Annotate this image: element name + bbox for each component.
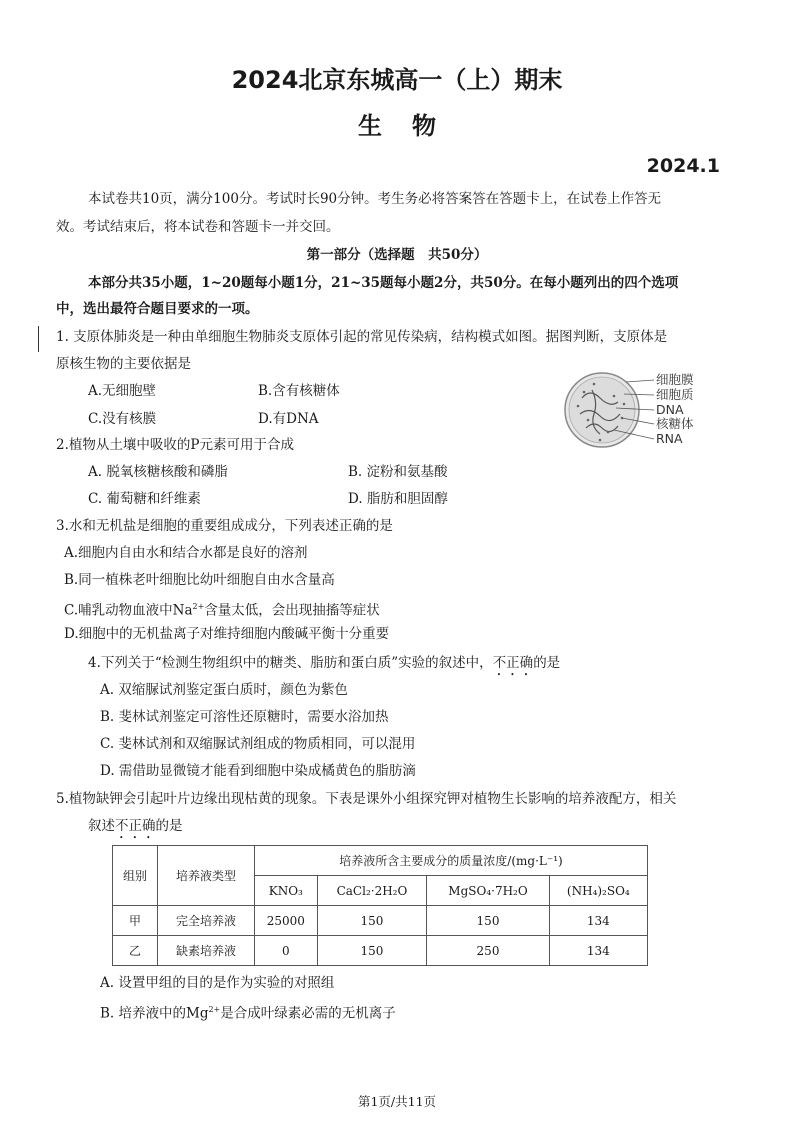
q4-stem xyxy=(88,654,560,679)
q4-option-d: D. 需借助显微镜才能看到细胞中染成橘黄色的脂肪滴 xyxy=(100,763,416,779)
q2-option-d: D. 脂肪和胆固醇 xyxy=(348,491,448,507)
q1-option-d: D.有DNA xyxy=(258,411,319,427)
row-value: 134 xyxy=(549,936,647,966)
row-value: 134 xyxy=(549,906,647,936)
q4-stem-pre: 4.下列关于“检测生物组织中的糖类、脂肪和蛋白质”实验的叙述中， xyxy=(88,655,493,671)
q3-option-c-post: 含量太低，会出现抽搐等症状 xyxy=(204,602,380,619)
header-col-nh4so4: (NH₄)₂SO₄ xyxy=(549,876,647,906)
exam-title: 2024北京东城高一（上）期末 xyxy=(231,66,563,94)
text-cursor xyxy=(38,326,39,352)
part1-instruction-2: 中，选出最符合题目要求的一项。 xyxy=(56,301,259,317)
row-value: 150 xyxy=(317,936,427,966)
intro-line-1: 本试卷共10页，满分100分。考试时长90分钟。考生务必将答案答在答题卡上，在试卷上作答无 xyxy=(88,191,662,207)
q4-stem-emphasis: 不正确 xyxy=(492,655,534,671)
row-value: 150 xyxy=(427,906,549,936)
mycoplasma-structure-diagram xyxy=(564,368,724,450)
q5-option-b-post: 是合成叶绿素必需的无机离子 xyxy=(220,1005,396,1022)
q3-option-d: D.细胞中的无机盐离子对维持细胞内酸碱平衡十分重要 xyxy=(64,626,390,642)
row-type: 缺素培养液 xyxy=(158,936,255,966)
q2-stem: 2.植物从土壤中吸收的P元素可用于合成 xyxy=(56,437,294,453)
header-col-kno3: KNO₃ xyxy=(255,876,318,906)
exam-date: 2024.1 xyxy=(646,155,720,177)
nutrient-solution-table xyxy=(112,845,648,966)
q2-option-c: C. 葡萄糖和纤维素 xyxy=(88,491,201,507)
row-type: 完全培养液 xyxy=(158,906,255,936)
page-footer: 第1页/共11页 xyxy=(357,1094,437,1109)
diagram-label-cell-membrane: 细胞膜 xyxy=(656,372,694,387)
part1-instruction-1: 本部分共35小题，1~20题每小题1分，21~35题每小题2分，共50分。在每小题列出的四个选项 xyxy=(88,275,679,291)
q3-option-a: A.细胞内自由水和结合水都是良好的溶剂 xyxy=(64,545,308,561)
q4-option-c: C. 斐林试剂和双缩脲试剂组成的物质相同，可以混用 xyxy=(100,736,416,752)
header-concentration: 培养液所含主要成分的质量浓度/(mg·L⁻¹) xyxy=(255,846,648,876)
row-value: 25000 xyxy=(255,906,318,936)
diagram-label-dna: DNA xyxy=(656,402,684,417)
header-solution-type: 培养液类型 xyxy=(158,846,255,906)
header-col-cacl2: CaCl₂·2H₂O xyxy=(317,876,427,906)
q3-option-c xyxy=(64,598,380,620)
header-col-mgso4: MgSO₄·7H₂O xyxy=(427,876,549,906)
diagram-label-rna: RNA xyxy=(656,431,683,446)
q1-option-a: A.无细胞壁 xyxy=(88,383,157,399)
header-group: 组别 xyxy=(113,846,158,906)
q5-option-b-pre: B. 培养液中的Mg xyxy=(100,1005,209,1022)
part1-heading: 第一部分（选择题 共50分） xyxy=(306,247,488,263)
q5-option-b xyxy=(100,1001,396,1023)
intro-line-2: 效。考试结束后，将本试卷和答题卡一并交回。 xyxy=(56,219,340,235)
q5-stem-line-2 xyxy=(88,817,183,842)
table-row xyxy=(113,936,648,966)
row-value: 150 xyxy=(317,906,427,936)
diagram-label-ribosome: 核糖体 xyxy=(656,416,694,431)
q5-option-a: A. 设置甲组的目的是作为实验的对照组 xyxy=(100,975,335,991)
q1-option-b: B.含有核糖体 xyxy=(258,383,340,399)
q3-option-c-pre: C.哺乳动物血液中Na xyxy=(64,602,193,619)
row-group: 乙 xyxy=(113,936,158,966)
row-value: 250 xyxy=(427,936,549,966)
q2-option-b: B. 淀粉和氨基酸 xyxy=(348,464,448,480)
q5-option-b-sup: 2+ xyxy=(208,1005,221,1014)
q1-stem-line-2: 原核生物的主要依据是 xyxy=(56,356,191,372)
q4-option-a: A. 双缩脲试剂鉴定蛋白质时，颜色为紫色 xyxy=(100,682,348,698)
q4-stem-post: 的是 xyxy=(533,655,561,671)
q3-stem: 3.水和无机盐是细胞的重要组成成分，下列表述正确的是 xyxy=(56,518,393,534)
table-row xyxy=(113,906,648,936)
q5-stem-emphasis: 不正确 xyxy=(115,818,156,834)
q5-stem-pre: 叙述 xyxy=(88,818,115,834)
diagram-label-cytoplasm: 细胞质 xyxy=(656,387,694,402)
q3-option-b: B.同一植株老叶细胞比幼叶细胞自由水含量高 xyxy=(64,572,335,588)
exam-subject: 生物 xyxy=(358,112,466,140)
q1-option-c: C.没有核膜 xyxy=(88,411,157,427)
q1-stem-line-1: 1. 支原体肺炎是一种由单细胞生物肺炎支原体引起的常见传染病，结构模式如图。据图判断，支原体是 xyxy=(56,329,668,345)
row-value: 0 xyxy=(255,936,318,966)
table-header-row xyxy=(113,846,648,876)
q5-stem-line-1: 5.植物缺钾会引起叶片边缘出现枯黄的现象。下表是课外小组探究钾对植物生长影响的培养液配方，相关 xyxy=(56,791,677,807)
row-group: 甲 xyxy=(113,906,158,936)
q4-option-b: B. 斐林试剂鉴定可溶性还原糖时，需要水浴加热 xyxy=(100,709,389,725)
q2-option-a: A. 脱氧核糖核酸和磷脂 xyxy=(88,464,228,480)
q5-stem-post: 的是 xyxy=(155,818,183,834)
q3-option-c-sup: 2+ xyxy=(192,602,205,611)
